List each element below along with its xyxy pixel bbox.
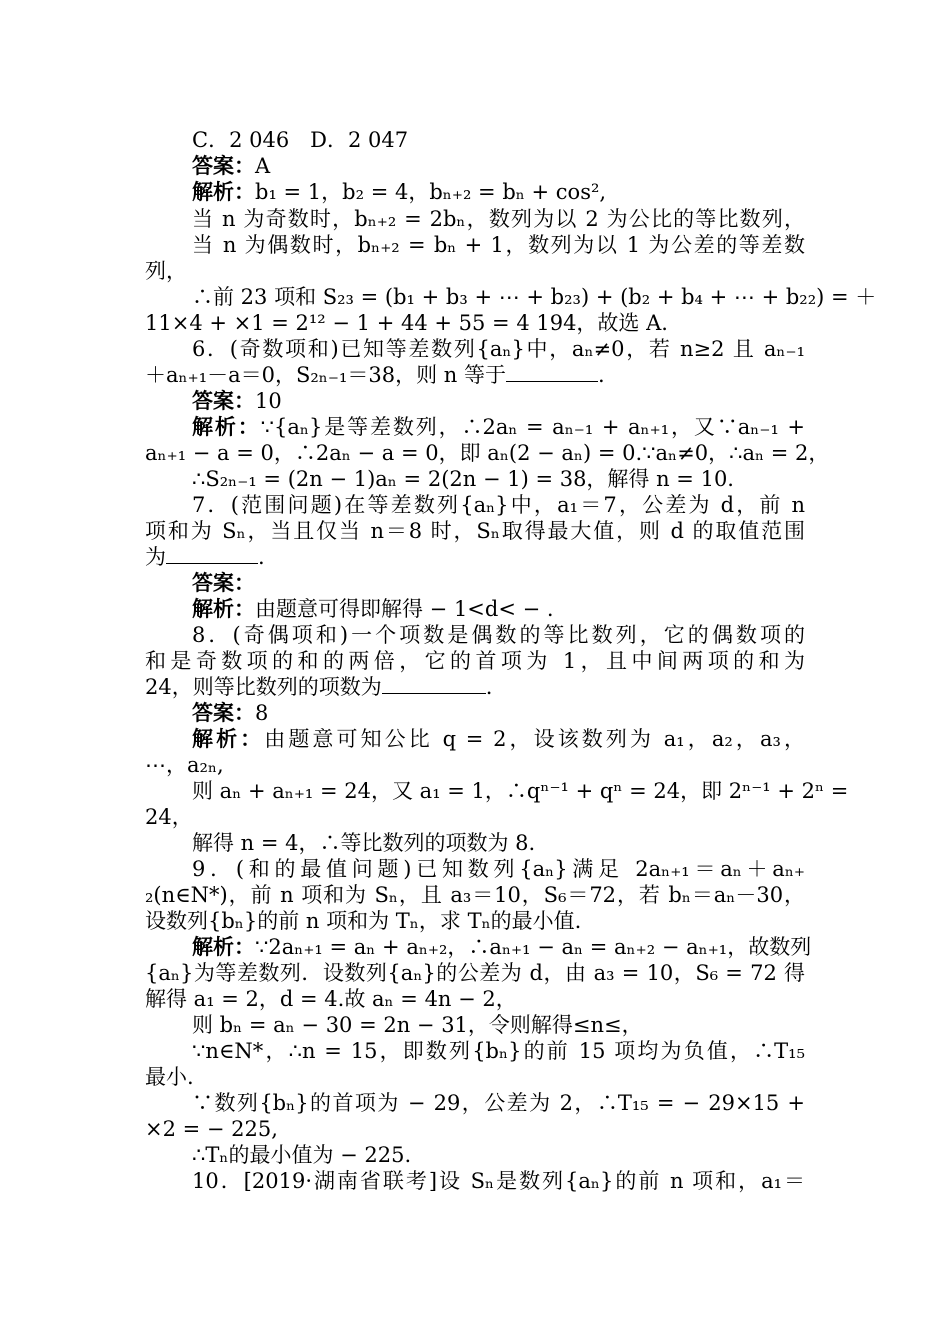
solution-line: 解析：由题意可知公比 q = 2，设该数列为 a₁，a₂，a₃，	[192, 726, 806, 751]
answer-line: 答案：8	[192, 700, 269, 725]
solution-line: 解析：∵{aₙ}是等差数列，∴2aₙ = aₙ₋₁ + aₙ₊₁，又∵aₙ₋₁ +	[192, 414, 806, 439]
question-10-line: 10．[2019·湖南省联考]设 Sₙ是数列{aₙ}的前 n 项和，a₁＝	[192, 1169, 805, 1193]
text-line: 11×4 + ×1 = 2¹² − 1 + 44 + 55 = 4 194，故选 A.	[145, 311, 668, 335]
text-line: 当 n 为奇数时，bₙ₊₂ = 2bₙ，数列为以 2 为公比的等比数列，	[192, 207, 805, 231]
question-6-line: 6．(奇数项和)已知等差数列{aₙ}中，aₙ≠0，若 n≥2 且 aₙ₋₁	[192, 337, 805, 361]
question-7-line: 项和为 Sₙ，当且仅当 n＝8 时，Sₙ取得最大值，则 d 的取值范围	[145, 519, 805, 543]
text-line: ⋯，a₂ₙ,	[145, 753, 224, 777]
text-line: 则 bₙ = aₙ − 30 = 2n − 31，令则解得≤n≤，	[192, 1013, 643, 1037]
answer-label: 答案：	[192, 388, 255, 413]
text-line: ∵n∈N*，∴n = 15，即数列{bₙ}的前 15 项均为负值，∴T₁₅	[192, 1039, 805, 1063]
answer-blank	[382, 675, 486, 694]
answer-line: 答案：10	[192, 388, 282, 413]
text-line: aₙ₊₁ − a = 0，∴2aₙ − a = 0，即 aₙ(2 − aₙ) = 0.∵aₙ≠0，∴aₙ = 2，	[145, 441, 830, 465]
text-line: ∴前 23 项和 S₂₃ = (b₁ + b₃ + ⋯ + b₂₃) + (b₂ + b₄ + ⋯ + b₂₂) = ＋	[192, 285, 877, 309]
text-line: ×2 = − 225,	[145, 1117, 278, 1141]
solution-label: 解析：	[192, 596, 255, 621]
question-8-line: 24，则等比数列的项数为 .	[145, 675, 493, 699]
question-8-line: 和是奇数项的和的两倍，它的首项为 1，且中间两项的和为	[145, 649, 805, 673]
text-line: 24，	[145, 805, 193, 829]
question-6-line: ＋aₙ₊₁－a＝0，S₂ₙ₋₁＝38，则 n 等于 .	[145, 363, 605, 387]
text-line: ∴S₂ₙ₋₁ = (2n − 1)aₙ = 2(2n − 1) = 38，解得 n = 10.	[192, 467, 734, 491]
solution-line: 解析：由题意可得即解得 − 1<d< − .	[192, 596, 554, 621]
answer-label: 答案：	[192, 153, 255, 178]
answer-label: 答案：	[192, 570, 255, 595]
solution-line: 解析：∵2aₙ₊₁ = aₙ + aₙ₊₂，∴aₙ₊₁ − aₙ = aₙ₊₂ − aₙ₊₁，故数列	[192, 934, 812, 959]
question-7-line: 为 .	[145, 545, 265, 569]
text-line: 则 aₙ + aₙ₊₁ = 24，又 a₁ = 1，∴qⁿ⁻¹ + qⁿ = 24，即 2ⁿ⁻¹ + 2ⁿ =	[192, 779, 849, 803]
question-9-line: ₂(n∈N*)，前 n 项和为 Sₙ，且 a₃＝10，S₆＝72，若 bₙ＝aₙ－30，	[145, 883, 805, 907]
text-line: 解得 a₁ = 2，d = 4.故 aₙ = 4n − 2，	[145, 987, 517, 1011]
text-line: 列，	[145, 259, 187, 283]
text-line: {aₙ}为等差数列．设数列{aₙ}的公差为 d，由 a₃ = 10，S₆ = 72 得	[145, 961, 805, 985]
text-line: ∵数列{bₙ}的首项为 − 29，公差为 2，∴T₁₅ = − 29×15 +	[192, 1091, 805, 1115]
text-line: 解得 n = 4，∴等比数列的项数为 8.	[192, 831, 536, 855]
answer-label: 答案：	[192, 700, 255, 725]
question-9-line: 设数列{bₙ}的前 n 项和为 Tₙ，求 Tₙ的最小值.	[145, 909, 582, 933]
answer-line: 答案：A	[192, 153, 271, 178]
question-9-line: 9．(和的最值问题)已知数列{aₙ}满足 2aₙ₊₁＝aₙ＋aₙ₊	[192, 857, 805, 881]
solution-label: 解析：	[192, 179, 255, 204]
solution-label: 解析：	[192, 726, 265, 751]
text-line: 当 n 为偶数时，bₙ₊₂ = bₙ + 1，数列为以 1 为公差的等差数	[192, 233, 805, 257]
text-line: ∴Tₙ的最小值为 − 225.	[192, 1143, 412, 1167]
answer-line	[192, 570, 255, 596]
text-line: 最小.	[145, 1065, 194, 1089]
question-7-line: 7．(范围问题)在等差数列{aₙ}中，a₁＝7，公差为 d，前 n	[192, 493, 805, 517]
option-line-cd: C．2 046 D．2 047	[192, 128, 409, 152]
answer-blank	[166, 545, 258, 564]
solution-label: 解析：	[192, 934, 255, 959]
question-8-line: 8．(奇偶项和)一个项数是偶数的等比数列，它的偶数项的	[192, 623, 805, 647]
answer-blank	[506, 363, 598, 382]
solution-line: 解析：b₁ = 1，b₂ = 4，bₙ₊₂ = bₙ + cos²,	[192, 179, 607, 204]
solution-label: 解析：	[192, 414, 261, 439]
